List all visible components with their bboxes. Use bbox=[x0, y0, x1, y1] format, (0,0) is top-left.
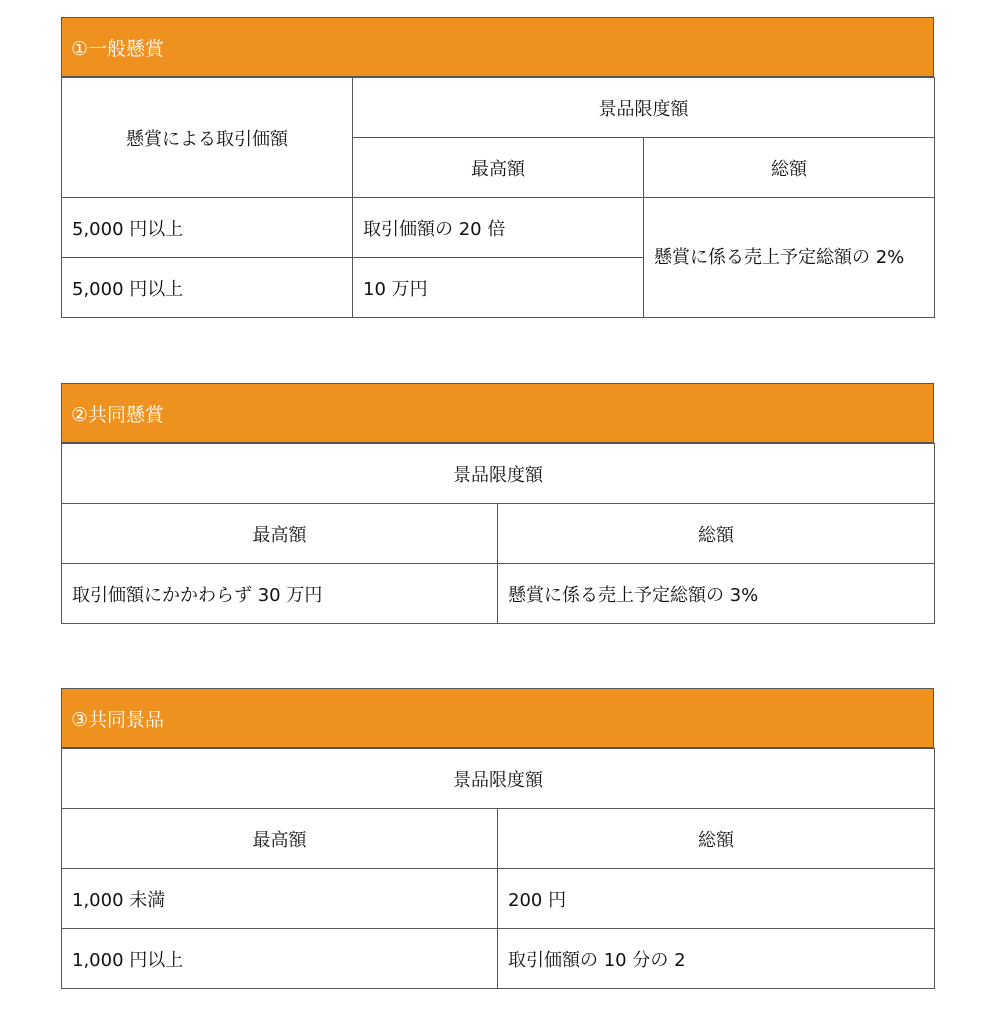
total-cell: 取引価額の 10 分の 2 bbox=[498, 929, 935, 989]
max-cell: 10 万円 bbox=[353, 258, 644, 318]
table-row bbox=[62, 564, 935, 624]
col-header-total: 総額 bbox=[498, 809, 935, 869]
max-cell: 取引価額の 20 倍 bbox=[353, 198, 644, 258]
joint-premium-section bbox=[61, 688, 934, 989]
general-prize-section bbox=[61, 17, 934, 318]
joint-lottery-table bbox=[61, 443, 935, 624]
table-row bbox=[62, 869, 935, 929]
col-header-total: 総額 bbox=[498, 504, 935, 564]
col-header-prize-limit: 景品限度額 bbox=[353, 78, 935, 138]
col-header-transaction-price: 懸賞による取引価額 bbox=[62, 78, 353, 198]
col-header-max: 最高額 bbox=[62, 809, 498, 869]
max-cell: 取引価額にかかわらず 30 万円 bbox=[62, 564, 498, 624]
section-title: ③共同景品 bbox=[61, 688, 934, 748]
col-header-total: 総額 bbox=[644, 138, 935, 198]
general-prize-table bbox=[61, 77, 935, 318]
price-cell: 5,000 円以上 bbox=[62, 258, 353, 318]
col-header-max: 最高額 bbox=[62, 504, 498, 564]
total-cell: 200 円 bbox=[498, 869, 935, 929]
col-header-prize-limit: 景品限度額 bbox=[62, 749, 935, 809]
max-cell: 1,000 円以上 bbox=[62, 929, 498, 989]
col-header-prize-limit: 景品限度額 bbox=[62, 444, 935, 504]
table-row bbox=[62, 929, 935, 989]
joint-lottery-section bbox=[61, 383, 934, 624]
section-title: ①一般懸賞 bbox=[61, 17, 934, 77]
col-header-max: 最高額 bbox=[353, 138, 644, 198]
total-cell: 懸賞に係る売上予定総額の 2% bbox=[644, 198, 935, 318]
max-cell: 1,000 未満 bbox=[62, 869, 498, 929]
table-row bbox=[62, 198, 935, 258]
price-cell: 5,000 円以上 bbox=[62, 198, 353, 258]
joint-premium-table bbox=[61, 748, 935, 989]
total-cell: 懸賞に係る売上予定総額の 3% bbox=[498, 564, 935, 624]
section-title: ②共同懸賞 bbox=[61, 383, 934, 443]
